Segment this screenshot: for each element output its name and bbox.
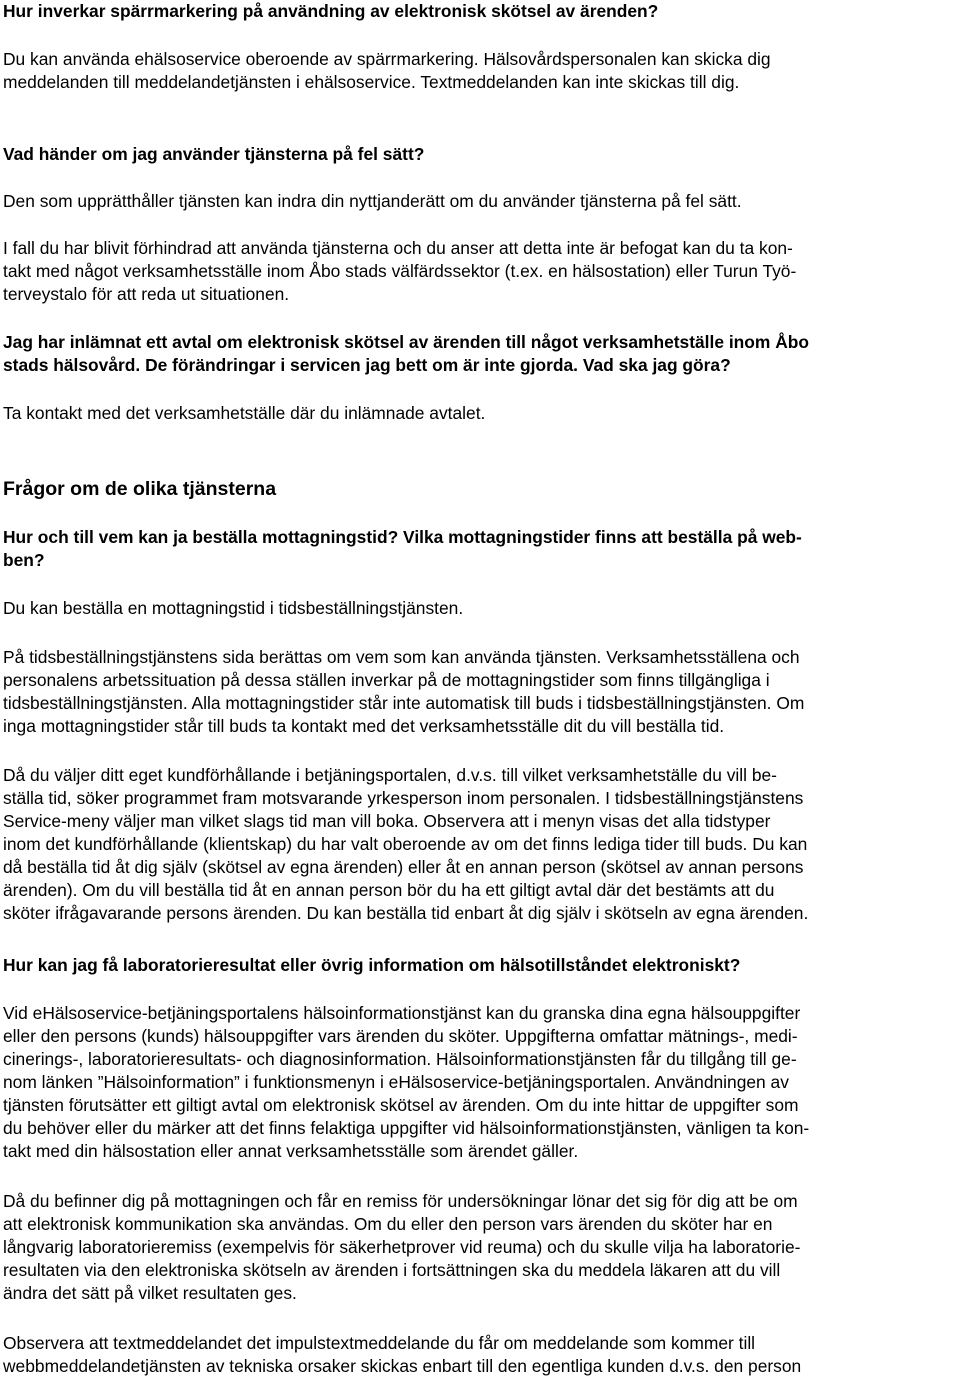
text-line: ställa tid, söker programmet fram motsvarande yrkesperson inom personalen. I tidsbeställningstjänstens [3,788,804,808]
question-heading-misuse: Vad händer om jag använder tjänsterna på fel sätt? [3,144,425,164]
text-line: inom det kundförhållande (klientskap) du har valt oberoende av om det finns lediga tider till buds. Du kan [3,834,808,854]
text-line: inga mottagningstider står till buds ta kontakt med det verksamhetsställe dit du vill beställa tid. [3,716,725,736]
text-line: ärenden). Om du vill beställa tid åt en annan person bör du ha ett giltigt avtal där det bestämts att du [3,880,775,900]
text-line: I fall du har blivit förhindrad att använda tjänsterna och du anser att detta inte är befogat kan du ta kon- [3,238,793,258]
text-line: tjänsten förutsätter ett giltigt avtal om elektronisk skötsel av ärenden. Om du inte hittar de uppgifter som [3,1095,799,1115]
text-line: Den som upprätthåller tjänsten kan indra din nyttjanderätt om du använder tjänsterna på fel sätt. [3,191,742,211]
text-line: då beställa tid åt dig själv (skötsel av egna ärenden) eller åt en annan person (skötsel av annan persons [3,857,804,877]
text-line: meddelanden till meddelandetjänsten i ehälsoservice. Textmeddelanden kan inte skickas till dig. [3,72,740,92]
text-line: Service-meny väljer man vilket slags tid man vill boka. Observera att i menyn visas det alla tidstyper [3,811,771,831]
text-line: webbmeddelandetjänsten av tekniska orsaker skickas enbart till den egentliga kunden d.v.s. den person [3,1356,802,1376]
text-line: sköter ifrågavarande persons ärenden. Du kan beställa tid enbart åt dig själv i skötseln av egna ärenden. [3,903,809,923]
text-line: personalens arbetssituation på dessa ställen inverkar på de mottagningstider som finns tillgängliga i [3,670,770,690]
text-line: Då du befinner dig på mottagningen och får en remiss för undersökningar lönar det sig för dig att be om [3,1191,798,1211]
text-line: nom länken ”Hälsoinformation” i funktionsmenyn i eHälsoservice-betjäningsportalen. Användningen av [3,1072,789,1092]
text-line: terveystalo för att reda ut situationen. [3,284,290,304]
text-line: Du kan använda ehälsoservice oberoende av spärrmarkering. Hälsovårdspersonalen kan skicka dig [3,49,771,69]
text-line: På tidsbeställningstjänstens sida berättas om vem som kan använda tjänsten. Verksamhetsställena och [3,647,800,667]
question-heading-appointment: Hur och till vem kan ja beställa mottagningstid? Vilka mottagningstider finns att beställa på web- [3,527,802,547]
text-line: att elektronisk kommunikation ska användas. Om du eller den person vars ärenden du sköter har en [3,1214,773,1234]
text-line: Vid eHälsoservice-betjäningsportalens hälsoinformationstjänst kan du granska dina egna hälsouppgifter [3,1003,801,1023]
question-heading-agreement: stads hälsovård. De förändringar i servicen jag bett om är inte gjorda. Vad ska jag göra? [3,355,731,375]
question-heading-appointment: ben? [3,550,45,570]
question-heading-lab-results: Hur kan jag få laboratorieresultat eller övrig information om hälsotillståndet elektroniskt? [3,955,741,975]
text-line: du behöver eller du märker att det finns felaktiga uppgifter vid hälsoinformationstjänsten, vänligen ta kon- [3,1118,810,1138]
text-line: långvarig laboratorieremiss (exempelvis för säkerhetprover vid reuma) och du skulle vilja ha laboratorie- [3,1237,801,1257]
text-line: eller den persons (kunds) hälsouppgifter vars ärenden du sköter. Uppgifterna omfattar mätnings-, medi- [3,1026,798,1046]
question-heading-blocking-marking: Hur inverkar spärrmarkering på användning av elektronisk skötsel av ärenden? [3,1,659,21]
text-line: cinerings-, laboratorieresultats- och diagnosinformation. Hälsoinformationstjänsten får du tillgång till ge- [3,1049,797,1069]
section-heading-services: Frågor om de olika tjänsterna [3,478,277,500]
text-line: Då du väljer ditt eget kundförhållande i betjäningsportalen, d.v.s. till vilket verksamhetställe du vill be- [3,765,777,785]
text-line: resultaten via den elektroniska skötseln av ärenden i fortsättningen ska du meddela läkaren att du vill [3,1260,781,1280]
text-line: tidsbeställningstjänsten. Alla mottagningstider står inte automatisk till buds i tidsbeställningstjänsten. Om [3,693,805,713]
question-heading-agreement: Jag har inlämnat ett avtal om elektronisk skötsel av ärenden till något verksamhetställe inom Åbo [3,332,810,352]
text-line: takt med något verksamhetsställe inom Åbo stads välfärdssektor (t.ex. en hälsostation) eller Turun Työ- [3,261,797,281]
text-line: Du kan beställa en mottagningstid i tidsbeställningstjänsten. [3,598,464,618]
text-line: Ta kontakt med det verksamhetställe där du inlämnade avtalet. [3,403,486,423]
text-line: Observera att textmeddelandet det impulstextmeddelande du får om meddelande som kommer till [3,1333,756,1353]
text-line: takt med din hälsostation eller annat verksamhetsställe som ärendet gäller. [3,1141,579,1161]
text-line: ändra det sätt på vilket resultaten ges. [3,1283,297,1303]
